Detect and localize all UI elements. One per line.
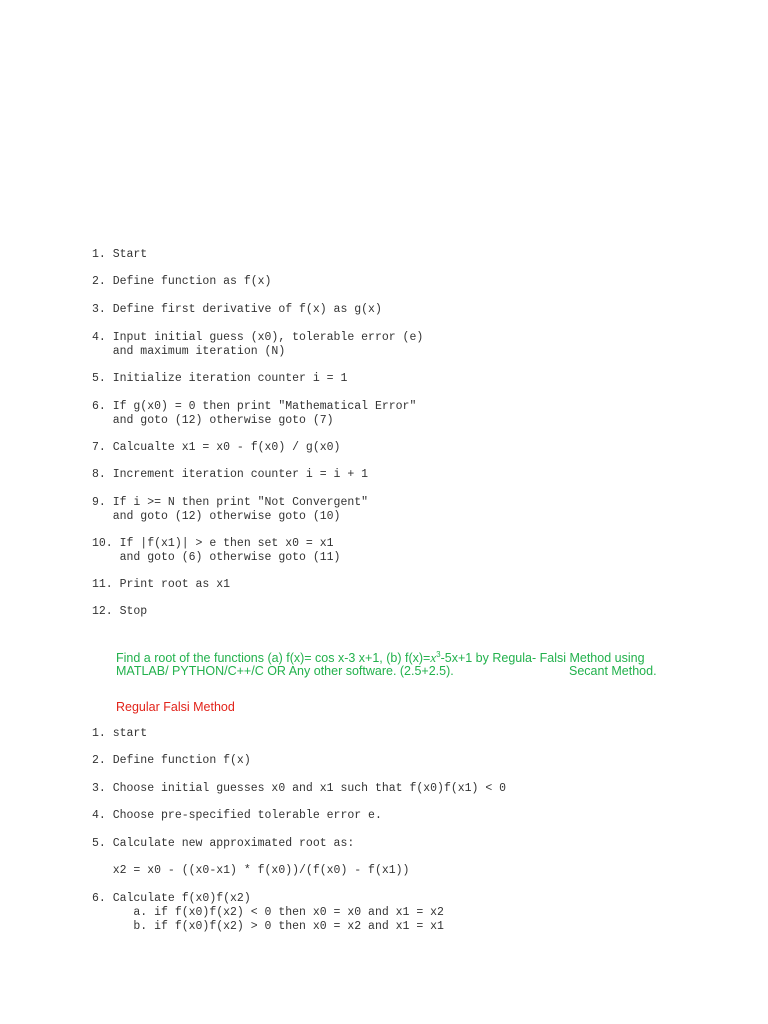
task-line-1-prefix: Find a root of the functions (a) f(x)= cos x-3 x+1, (b) f(x)= [116,651,431,665]
task-variable: x [430,650,437,665]
nr-step-2: 2. Define function as f(x) [92,275,272,288]
task-exponent: 3 [436,650,441,659]
task-line-1-suffix: -5x+1 by Regula- Falsi Method using [440,651,645,665]
rf-step-4: 4. Choose pre-specified tolerable error e. [92,809,382,822]
nr-step-10: 10. If |f(x1)| > e then set x0 = x1 and goto (6) otherwise goto (11) [92,537,341,564]
nr-step-7: 7. Calcualte x1 = x0 - f(x0) / g(x0) [92,441,341,454]
nr-step-1: 1. Start [92,248,148,261]
nr-step-8: 8. Increment iteration counter i = i + 1 [92,468,369,481]
nr-step-12: 12. Stop [92,605,148,618]
rf-step-1: 1. start [92,727,148,740]
rf-step-3: 3. Choose initial guesses x0 and x1 such that f(x0)f(x1) < 0 [92,782,507,795]
rf-step-6: 6. Calculate f(x0)f(x2) a. if f(x0)f(x2) < 0 then x0 = x0 and x1 = x2 b. if f(x0)f(x2) > 0 then x0 = x2 and x1 = x1 [92,892,444,933]
task-line-2-right: Secant Method. [569,664,657,678]
nr-step-9: 9. If i >= N then print "Not Convergent" and goto (12) otherwise goto (10) [92,496,369,523]
regula-falsi-algorithm [92,727,507,933]
regula-falsi-title: Regular Falsi Method [116,700,235,714]
nr-step-11: 11. Print root as x1 [92,578,231,591]
rf-step-5: 5. Calculate new approximated root as: [92,837,355,850]
newton-raphson-algorithm [92,248,424,618]
nr-step-4: 4. Input initial guess (x0), tolerable error (e) and maximum iteration (N) [92,331,424,358]
task-line-2-left: MATLAB/ PYTHON/C++/C OR Any other software. (2.5+2.5). [116,664,454,678]
rf-step-2: 2. Define function f(x) [92,754,251,767]
nr-step-6: 6. If g(x0) = 0 then print "Mathematical Error" and goto (12) otherwise goto (7) [92,400,417,427]
nr-step-3: 3. Define first derivative of f(x) as g(x) [92,303,382,316]
rf-formula: x2 = x0 - ((x0-x1) * f(x0))/(f(x0) - f(x1)) [92,864,410,877]
nr-step-5: 5. Initialize iteration counter i = 1 [92,372,348,385]
